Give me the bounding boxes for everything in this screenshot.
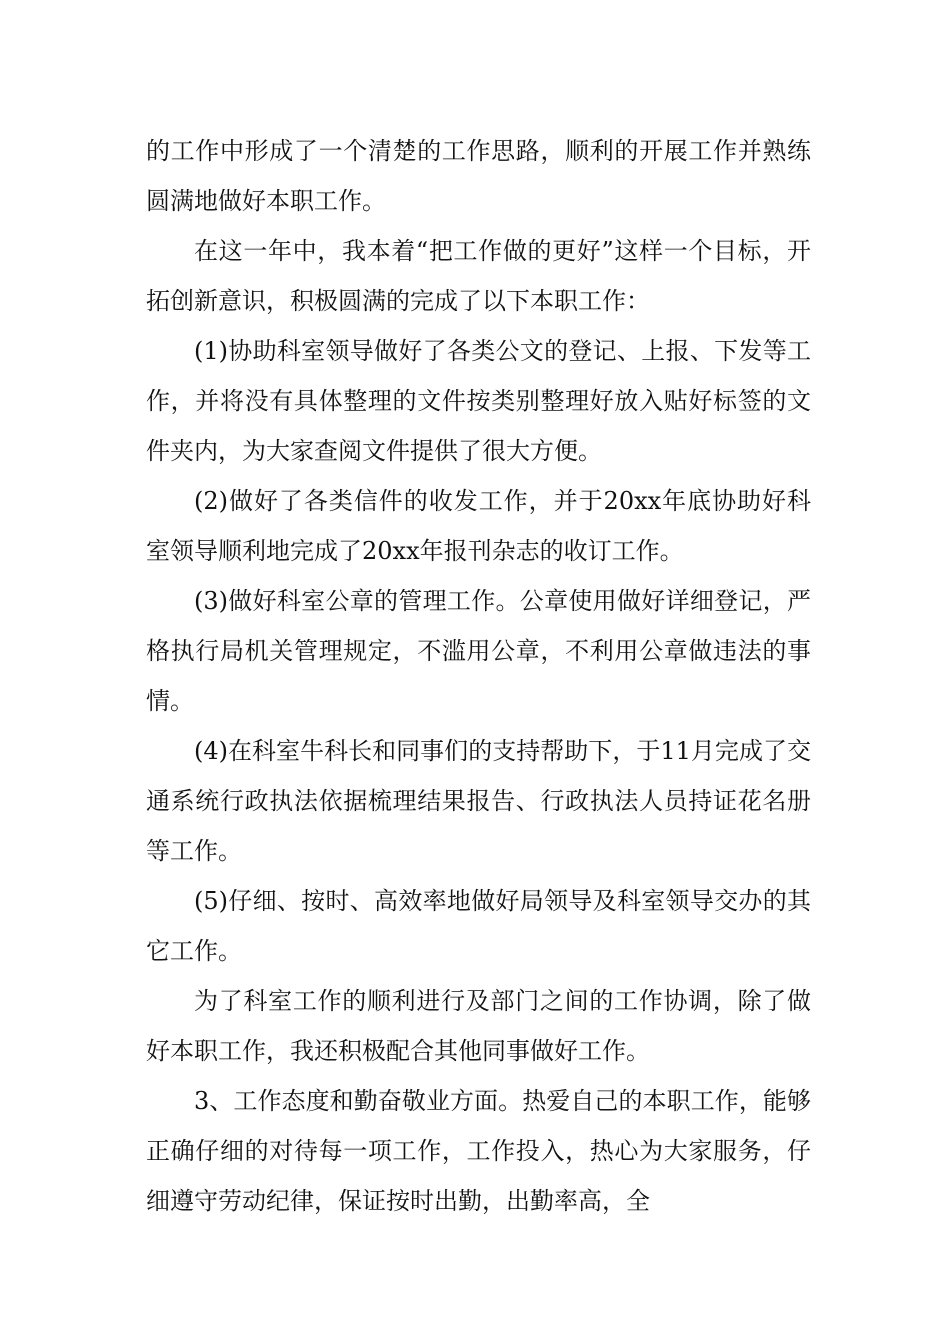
paragraph-2: 在这一年中，我本着“把工作做的更好”这样一个目标，开拓创新意识，积极圆满的完成了以下本职工作： <box>146 237 811 315</box>
paragraph-7: (5)仔细、按时、高效率地做好局领导及科室领导交办的其它工作。 <box>146 887 811 965</box>
paragraph-3: (1)协助科室领导做好了各类公文的登记、上报、下发等工作，并将没有具体整理的文件按类别整理好放入贴好标签的文件夹内，为大家查阅文件提供了很大方便。 <box>146 337 811 465</box>
paragraph-5: (3)做好科室公章的管理工作。公章使用做好详细登记，严格执行局机关管理规定，不滥用公章，不利用公章做违法的事情。 <box>146 587 811 715</box>
paragraph-6: (4)在科室牛科长和同事们的支持帮助下，于11月完成了交通系统行政执法依据梳理结果报告、行政执法人员持证花名册等工作。 <box>146 737 811 865</box>
paragraph-8: 为了科室工作的顺利进行及部门之间的工作协调，除了做好本职工作，我还积极配合其他同事做好工作。 <box>146 987 811 1065</box>
paragraph-9: 3、工作态度和勤奋敬业方面。热爱自己的本职工作，能够正确仔细的对待每一项工作，工作投入，热心为大家服务，仔细遵守劳动纪律，保证按时出勤，出勤率高，全 <box>146 1087 811 1215</box>
document-body <box>146 126 811 1226</box>
paragraph-1: 的工作中形成了一个清楚的工作思路，顺利的开展工作并熟练圆满地做好本职工作。 <box>146 137 811 215</box>
paragraph-4: (2)做好了各类信件的收发工作，并于20xx年底协助好科室领导顺利地完成了20xx年报刊杂志的收订工作。 <box>146 487 811 565</box>
